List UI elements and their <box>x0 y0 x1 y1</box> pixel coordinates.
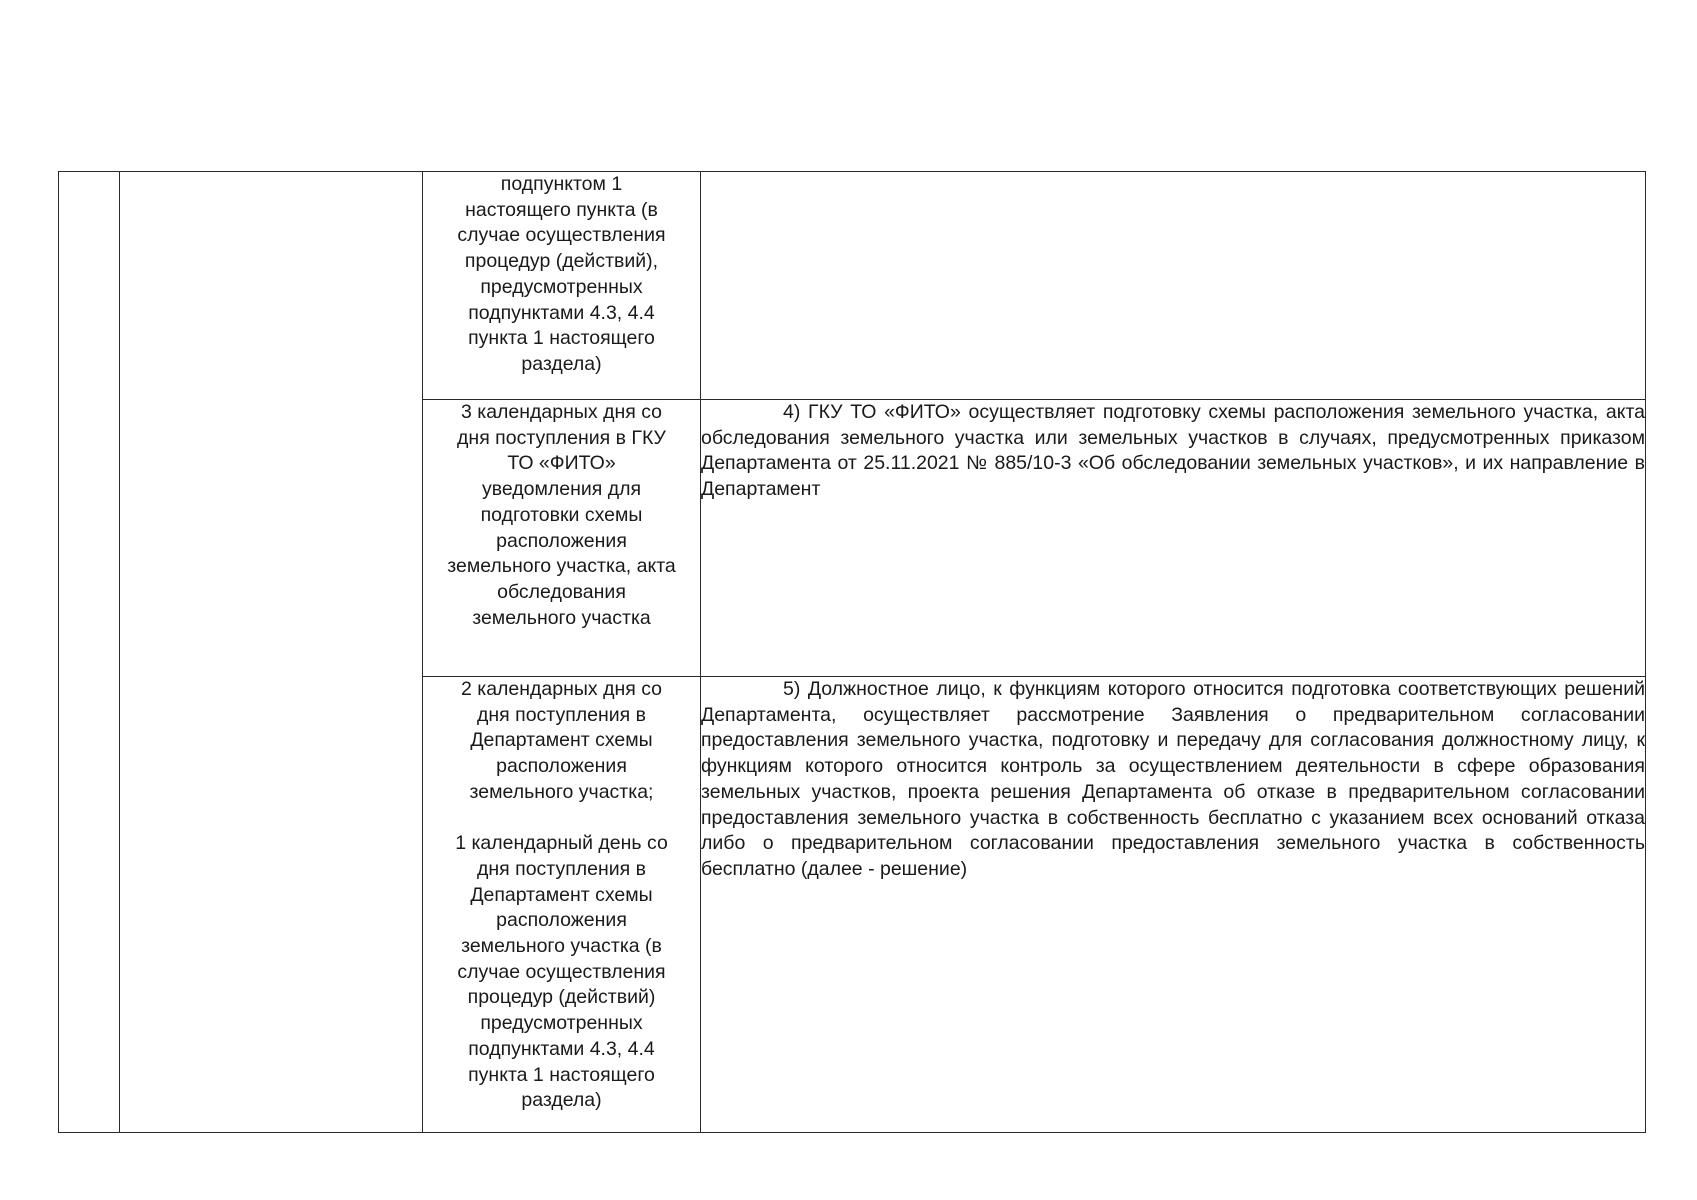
step-description: 5) Должностное лицо, к функциям которого относится подготовка соответствующих решений Департамента, осуществляет рассмотрение Заявления о предварительном согласовании предоставления земельного участка, подготовку и передачу для согласования должностному лицу, к функциям которого относится контроль за осуществлением деятельности в сфере образования земельных участков, проекта решения Департамента об отказе в предварительном согласовании предоставления земельного участка в собственность бесплатно с указанием всех оснований отказа либо о предварительном согласовании предоставления земельного участка в собственность бесплатно (далее - решение) <box>701 678 1645 880</box>
term-line: Департамент схемы <box>470 729 653 752</box>
term-line: земельного участка <box>472 606 651 629</box>
description-cell <box>701 172 1646 400</box>
term-cell <box>423 172 701 400</box>
term-line: уведомления для <box>481 478 642 501</box>
term-line: раздела) <box>521 1089 602 1112</box>
term-spacer <box>423 806 700 832</box>
term-line: обследования <box>497 580 626 603</box>
description-cell <box>701 400 1646 677</box>
term-line: пункта 1 настоящего <box>468 327 655 350</box>
term-line: ТО «ФИТО» <box>507 452 616 475</box>
term-line: подпунктом 1 <box>500 173 623 195</box>
term-line: раздела) <box>521 352 602 375</box>
term-line: 3 календарных дня со <box>460 401 663 423</box>
table-row <box>59 172 1646 400</box>
term-line: расположения <box>496 909 627 932</box>
term-line: 1 календарный день со <box>455 832 668 855</box>
term-line: дня поступления в ГКУ <box>457 426 666 449</box>
procedure-table <box>58 171 1646 1133</box>
term-line: случае осуществления <box>457 960 666 983</box>
term-line: подпунктами 4.3, 4.4 <box>468 301 655 324</box>
term-line: дня поступления в <box>477 857 646 880</box>
description-cell <box>701 677 1646 1133</box>
step-description: 4) ГКУ ТО «ФИТО» осуществляет подготовку схемы расположения земельного участка, акта обследования земельного участка или земельных участков в случаях, предусмотренных приказом Департамента от 25.11.2021 № 885/10-3 «Об обследовании земельных участков», и их направление в Департамент <box>701 401 1645 501</box>
term-line: Департамент схемы <box>470 883 653 906</box>
term-line: расположения <box>496 755 627 778</box>
term-line: процедур (действий) <box>467 986 656 1009</box>
term-line: земельного участка (в <box>461 935 662 958</box>
term-line: 2 календарных дня со <box>460 678 663 700</box>
term-cell <box>423 400 701 677</box>
number-cell <box>59 172 120 1133</box>
term-line: предусмотренных <box>480 275 643 298</box>
term-line: пункта 1 настоящего <box>468 1063 655 1086</box>
term-line: настоящего пункта (в <box>465 198 658 221</box>
term-line: земельного участка; <box>469 780 654 803</box>
term-line: дня поступления в <box>477 703 646 726</box>
name-cell <box>120 172 423 1133</box>
term-line: земельного участка, акта <box>447 555 676 578</box>
term-cell <box>423 677 701 1133</box>
term-line: случае осуществления <box>457 224 666 247</box>
term-line: процедур (действий), <box>464 250 659 273</box>
term-line: подпунктами 4.3, 4.4 <box>468 1037 655 1060</box>
term-line: предусмотренных <box>480 1012 643 1035</box>
term-line: подготовки схемы <box>480 503 643 526</box>
term-line: расположения <box>496 529 627 552</box>
